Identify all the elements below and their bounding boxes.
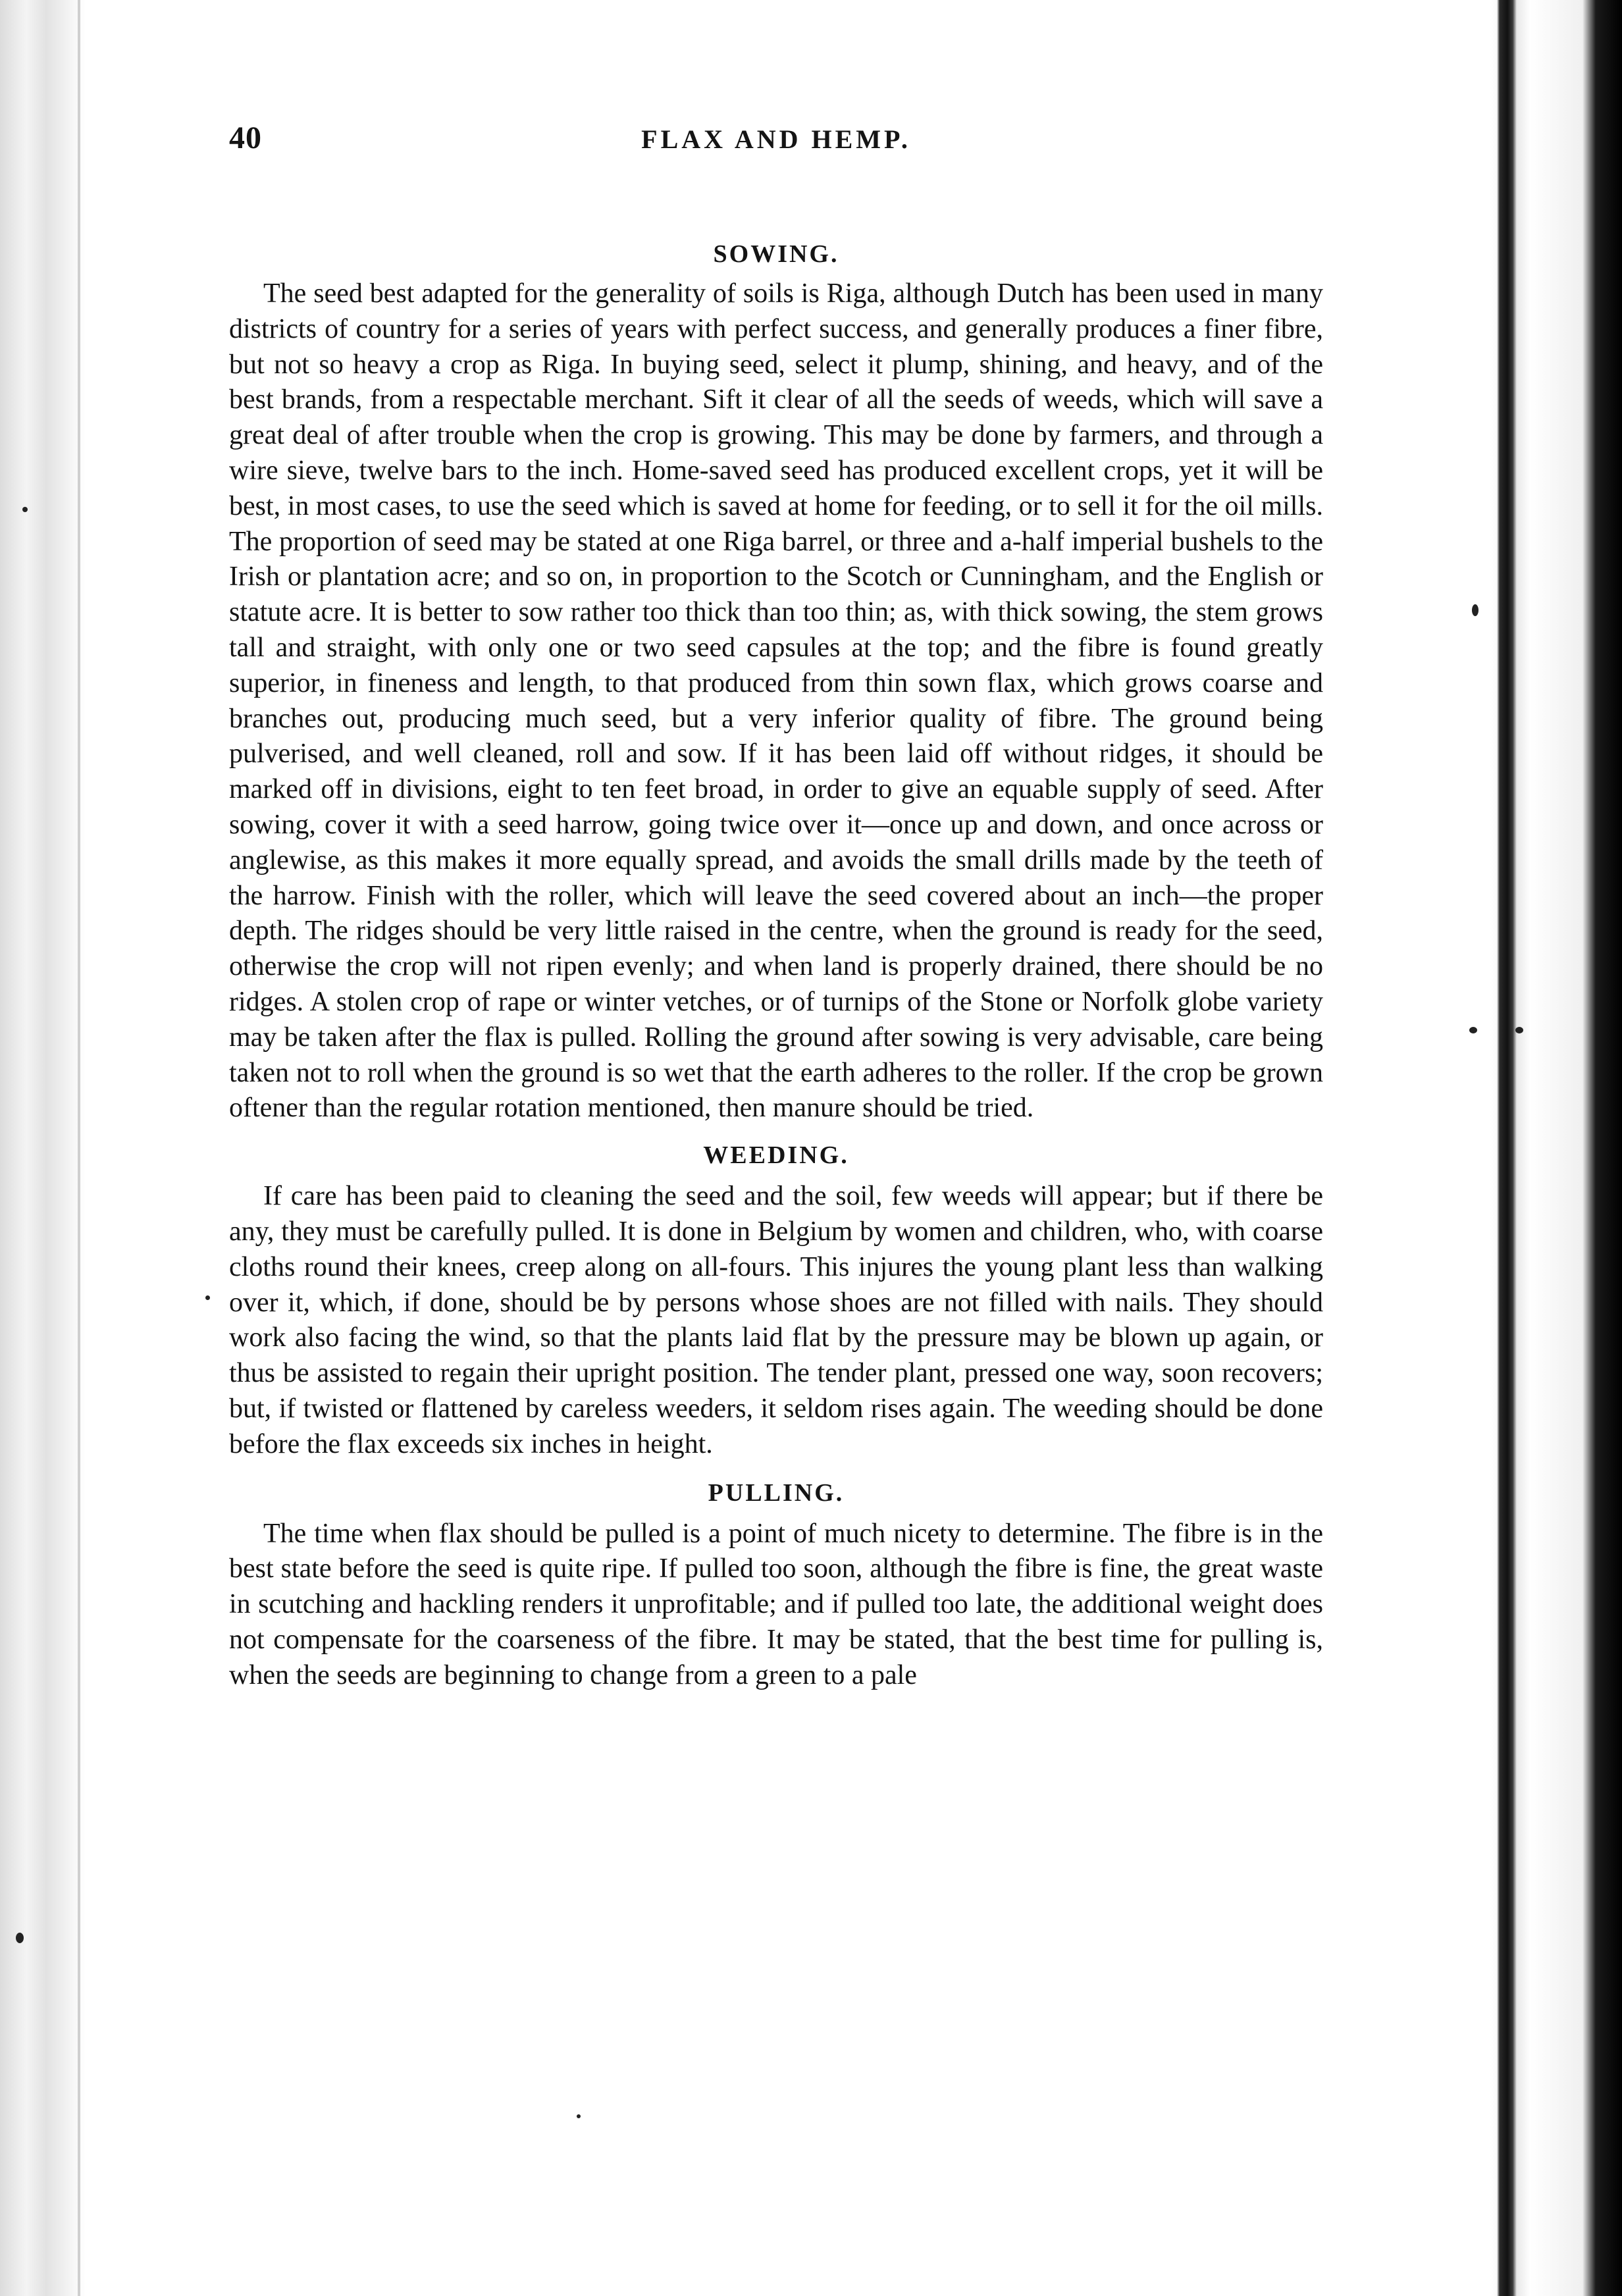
scan-left-gutter <box>0 0 86 2296</box>
section-heading-pulling: PULLING. <box>708 1478 845 1507</box>
running-head <box>229 112 1323 165</box>
scan-left-rule <box>78 0 80 2296</box>
paragraph-pulling: The time when flax should be pulled is a point of much nicety to determine. The fibre is in the best state before the seed is quite ripe. If pulled too soon, although the fibre is fine, the great waste in scutching and hackling renders it unprofitable; and if pulled too late, the additional weight does not compensate for the coarseness of the fibre. It may be stated, that the best time for pulling is, when the seeds are beginning to change from a green to a pale <box>229 1518 1323 1690</box>
scan-right-edge <box>1490 0 1622 2296</box>
scan-speck <box>1469 1027 1477 1033</box>
scan-speck <box>16 1933 24 1943</box>
scan-speck <box>577 2114 581 2118</box>
page-number: 40 <box>229 120 262 155</box>
scan-speck <box>205 1295 210 1300</box>
section-heading-sowing: SOWING. <box>713 240 839 268</box>
scan-speck <box>1472 604 1478 616</box>
paragraph-weeding: If care has been paid to cleaning the seed and the soil, few weeds will appear; but if there be any, they must be carefully pulled. It is done in Belgium by women and children, who, with coarse cloths round their knees, creep along on all-fours. This injures the young plant less than walking over it, which, if done, should be by persons whose shoes are not filled with nails. They should work also facing the wind, so that the plants laid flat by the pressure may be blown up again, or thus be assisted to regain their upright position. The tender plant, pressed one way, soon recovers; but, if twisted or flattened by careless weeders, it seldom rises again. The weeding should be done before the flax exceeds six inches in height. <box>229 1181 1323 1459</box>
book-page <box>229 112 1323 1697</box>
scan-speck <box>1515 1027 1523 1033</box>
paragraph-sowing: The seed best adapted for the generality of soils is Riga, although Dutch has been used in many districts of country for a series of years with perfect success, and generally produces a finer fibre, but not so heavy a crop as Riga. In buying seed, select it plump, shining, and heavy, and of the best brands, from a respectable merchant. Sift it clear of all the seeds of weeds, which will save a great deal of after trouble when the crop is growing. This may be done by farmers, and through a wire sieve, twelve bars to the inch. Home-saved seed has produced excellent crops, yet it will be best, in most cases, to use the seed which is saved at home for feeding, or to sell it for the oil mills. The proportion of seed may be stated at one Riga barrel, or three and a-half imperial bushels to the Irish or plantation acre; and so on, in proportion to the Scotch or Cunningham, and the English or statute acre. It is better to sow rather too thick than too thin; as, with thick sowing, the stem grows tall and straight, with only one or two seed capsules at the top; and the fibre is found greatly superior, in fineness and length, to that produced from thin sown flax, which grows coarse and branches out, producing much seed, but a very inferior quality of fibre. The ground being pulverised, and well cleaned, roll and sow. If it has been laid off without ridges, it should be marked off in divisions, eight to ten feet broad, in order to give an equable supply of seed. After sowing, cover it with a seed harrow, going twice over it—once up and down, and once across or anglewise, as this makes it more equally spread, and avoids the small drills made by the teeth of the harrow. Finish with the roller, which will leave the seed covered about an inch—the proper depth. The ridges should be very little raised in the centre, when the ground is ready for the seed, otherwise the crop will not ripen evenly; and when land is properly drained, there should be no ridges. A stolen crop of rape or winter vetches, or of turnips of the Stone or Norfolk globe variety may be taken after the flax is pulled. Rolling the ground after sowing is very advisable, care being taken not to roll when the ground is so wet that the earth adheres to the roller. If the crop be grown oftener than the regular rotation mentioned, then manure should be tried. <box>229 278 1323 1124</box>
section-heading-weeding: WEEDING. <box>703 1141 849 1170</box>
scan-speck <box>22 507 28 512</box>
running-title: FLAX AND HEMP. <box>641 124 911 154</box>
